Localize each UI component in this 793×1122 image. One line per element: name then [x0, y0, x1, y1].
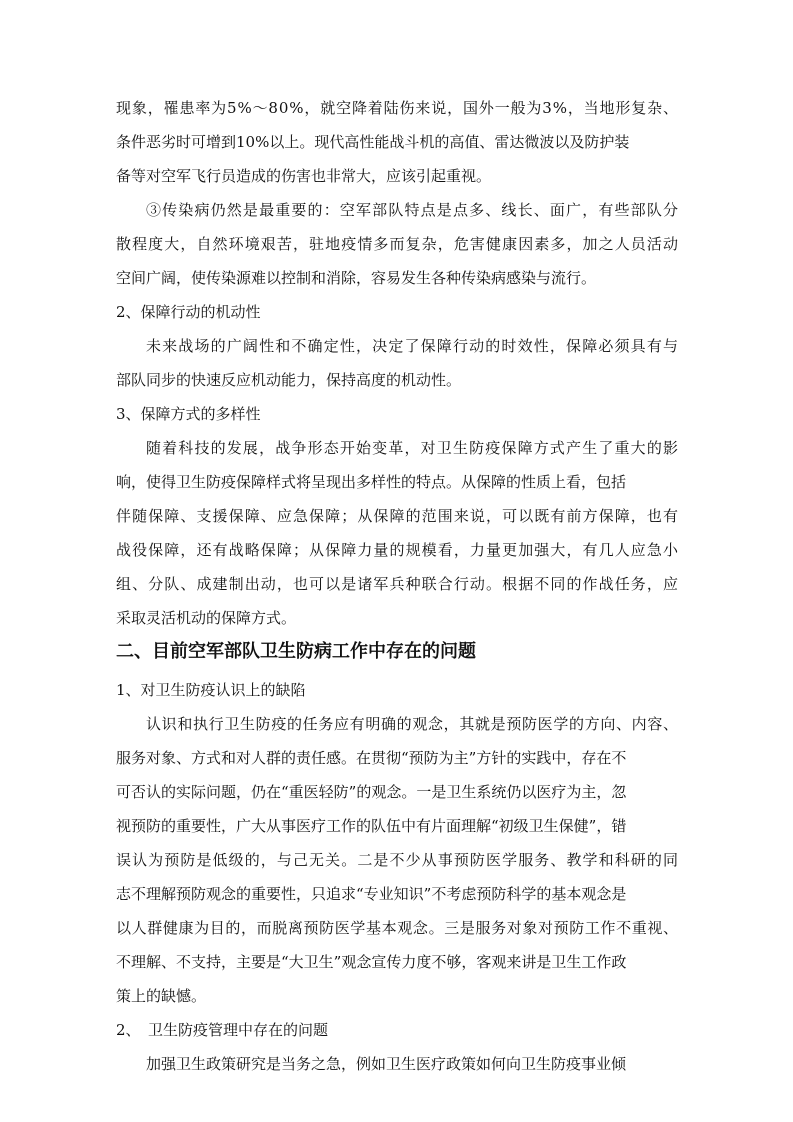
paragraph-line: 散程度大，自然环境艰苦，驻地疫情多而复杂，危害健康因素多，加之人员活动: [116, 235, 680, 253]
paragraph-line: 随着科技的发展，战争形态开始变革，对卫生防疫保障方式产生了重大的影: [146, 439, 680, 457]
paragraph-line: 加强卫生政策研究是当务之急，例如卫生医疗政策如何向卫生防疫事业倾: [146, 1055, 627, 1073]
subheading: 3、保障方式的多样性: [116, 405, 261, 423]
paragraph-line: 视预防的重要性，广大从事医疗工作的队伍中有片面理解“初级卫生保健”，错: [116, 817, 627, 835]
paragraph-line: 服务对象、方式和对人群的责任感。在贯彻“预防为主”方针的实践中，存在不: [116, 749, 627, 767]
paragraph-line: 现象，罹患率为5%～80%，就空降着陆伤来说，国外一般为3%，当地形复杂、: [116, 99, 679, 117]
paragraph-line: 条件恶劣时可增到10%以上。现代高性能战斗机的高值、雷达微波以及防护装: [116, 133, 630, 151]
paragraph-line: 伴随保障、支援保障、应急保障；从保障的范围来说，可以既有前方保障，也有: [116, 507, 680, 525]
paragraph-line: 响，使得卫生防疫保障样式将呈现出多样性的特点。从保障的性质上看，包括: [116, 473, 627, 491]
paragraph-line: 空间广阔，使传染源难以控制和消除，容易发生各种传染病感染与流行。: [116, 269, 597, 287]
paragraph-line: 以人群健康为目的，而脱离预防医学基本观念。三是服务对象对预防工作不重视、: [116, 919, 679, 937]
paragraph-line: 备等对空军飞行员造成的伤害也非常大，应该引起重视。: [116, 167, 492, 185]
paragraph-line: 不理解、不支持，主要是“大卫生”观念宣传力度不够，客观来讲是卫生工作政: [116, 953, 627, 971]
paragraph-line: 志不理解预防观念的重要性，只追求“专业知识”不考虑预防科学的基本观念是: [116, 885, 627, 903]
subheading: 2、 卫生防疫管理中存在的问题: [116, 1021, 329, 1039]
subheading: 2、保障行动的机动性: [116, 303, 261, 321]
paragraph-line: ③传染病仍然是最重要的：空军部队特点是点多、线长、面广，有些部队分: [146, 201, 680, 219]
paragraph-line: 战役保障，还有战略保障；从保障力量的规模看，力量更加强大，有几人应急小: [116, 541, 680, 559]
paragraph-line: 部队同步的快速反应机动能力，保持高度的机动性。: [116, 371, 462, 389]
paragraph-line: 认识和执行卫生防疫的任务应有明确的观念，其就是预防医学的方向、内容、: [146, 715, 679, 733]
paragraph-line: 组、分队、成建制出动，也可以是诸军兵种联合行动。根据不同的作战任务，应: [116, 575, 680, 593]
paragraph-line: 采取灵活机动的保障方式。: [116, 609, 297, 627]
paragraph-line: 误认为预防是低级的，与己无关。二是不少从事预防医学服务、教学和科研的同: [116, 851, 680, 869]
paragraph-line: 策上的缺憾。: [116, 987, 207, 1005]
paragraph-line: 可否认的实际问题，仍在“重医轻防”的观念。一是卫生系统仍以医疗为主，忽: [116, 783, 627, 801]
paragraph-line: 未来战场的广阔性和不确定性，决定了保障行动的时效性，保障必须具有与: [146, 337, 680, 355]
subheading: 1、对卫生防疫认识上的缺陷: [116, 681, 306, 699]
section-heading: 二、目前空军部队卫生防病工作中存在的问题: [116, 641, 476, 662]
